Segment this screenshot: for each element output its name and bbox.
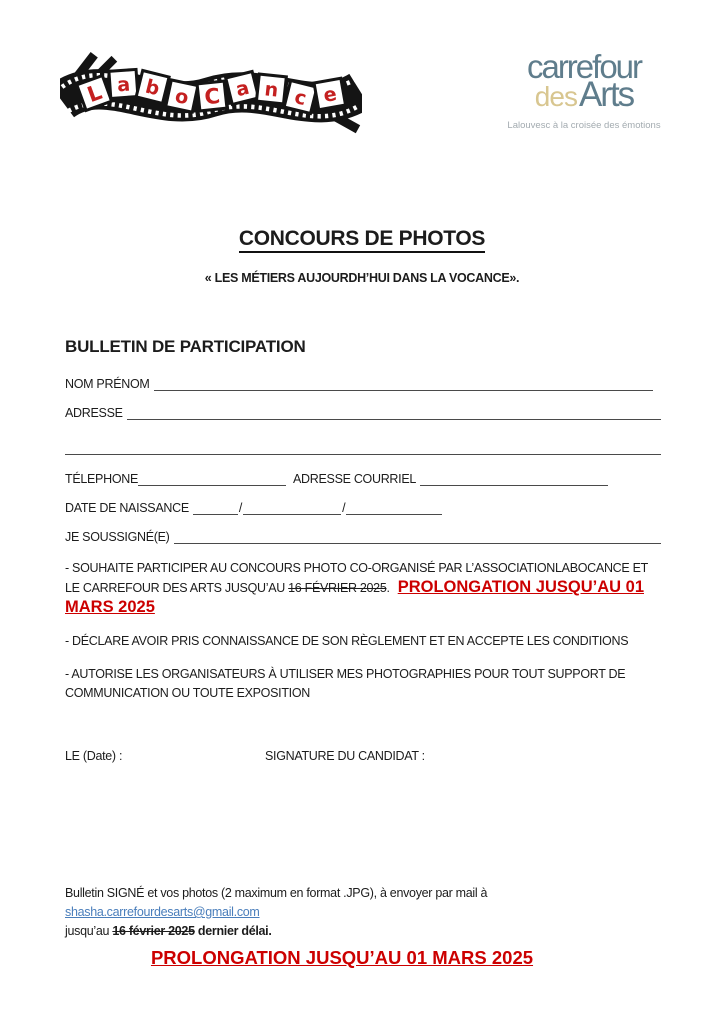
footer-deadline-suffix: dernier délai. [194,924,272,938]
soussigne-blank-line [174,530,661,544]
section-heading: BULLETIN DE PARTICIPATION [65,337,306,356]
courriel-blank-line [420,472,608,486]
logo-letter: o [173,83,191,110]
field-row-telephone-courriel [65,469,661,486]
telephone-label: TÉLEPHONE [65,472,139,486]
naissance-month-blank [243,501,341,515]
film-frame [136,70,169,103]
field-row-adresse-continuation [65,438,661,455]
footer-text: Bulletin SIGNÉ et vos photos (2 maximum en format .JPG), à envoyer par mail à [65,886,488,900]
film-frame [166,80,198,112]
form-body [65,337,661,763]
logo-word-carrefour: carrefour [526,48,642,85]
film-frame [226,71,259,104]
struck-old-deadline: 16 FÉVRIER 2025 [288,581,387,595]
logo-letter: L [83,79,105,108]
logo-letter: c [292,85,309,111]
logo-letter: a [233,75,252,102]
adresse-blank-line [127,406,661,420]
logo-letter: n [263,77,280,102]
courriel-label: ADRESSE COURRIEL [293,472,417,486]
footer-deadline-prefix: jusqu’au [65,924,113,938]
logo-word-arts: Arts [578,75,634,114]
field-row-nom-prenom [65,374,661,391]
labocance-logo [60,46,362,140]
telephone-blank-line [138,472,286,486]
logo-letter: e [321,82,339,107]
candidate-signature-label: SIGNATURE DU CANDIDAT : [265,749,425,763]
field-row-soussigne [65,527,661,544]
prolongation-notice-banner: PROLONGATION JUSQU’AU 01 MARS 2025 [150,947,534,968]
field-row-naissance [65,498,661,515]
logo-letter: b [143,74,162,101]
logo-word-des: des [534,81,577,112]
soussigne-label: JE SOUSSIGNÉ(E) [65,530,170,544]
film-frame [256,74,286,104]
nom-prenom-label: NOM PRÉNOM [65,377,150,391]
clause-participation [65,559,661,618]
document-title [0,227,724,251]
date-label: LE (Date) : [65,749,123,763]
document-title-text: CONCOURS DE PHOTOS [239,227,485,253]
adresse-label: ADRESSE [65,406,123,420]
struck-old-deadline-footer: 16 février 2025 [112,924,195,938]
film-frame [314,78,345,109]
clause-autorisation: - AUTORISE LES ORGANISATEURS À UTILISER MES PHOTOGRAPHIES POUR TOUT SUPPORT DE COMMUNICATION OU TOUTE EXPOSITION [65,667,626,700]
film-frame [197,81,227,111]
naissance-year-blank [346,501,442,515]
logo-word-row [498,77,670,112]
film-frame [284,81,317,114]
naissance-label: DATE DE NAISSANCE [65,501,189,515]
naissance-day-blank [193,501,238,515]
signature-row [65,749,661,763]
carrefour-des-arts-logo [498,50,670,131]
field-row-adresse [65,403,661,420]
document-subtitle: « LES MÉTIERS AUJOURDH’HUI DANS LA VOCANCE». [204,271,520,285]
contact-email-link[interactable]: shasha.carrefourdesarts@gmail.com [65,905,260,919]
date-separator: / [342,501,346,515]
adresse-blank-line-2 [65,441,661,455]
logo-tagline: Lalouvesc à la croisée des émotions [507,120,661,131]
logo-letter: C [203,82,221,110]
logo-letter: a [116,72,131,97]
film-frame [109,69,138,98]
nom-prenom-blank-line [154,377,653,391]
clause-reglement: - DÉCLARE AVOIR PRIS CONNAISSANCE DE SON RÈGLEMENT ET EN ACCEPTE LES CONDITIONS [65,634,629,648]
date-separator: / [238,501,243,515]
clause-period: . [386,581,390,595]
prolongation-notice-inline: PROLONGATION JUSQU’AU 01 MARS 2025 [65,578,644,616]
footer-instructions [65,884,661,967]
clause-participation-text: - SOUHAITE PARTICIPER AU CONCOURS PHOTO CO-ORGANISÉ PAR L’ASSOCIATIONLABOCANCE ET LE CARREFOUR DES ARTS JUSQU’AU [65,561,648,595]
